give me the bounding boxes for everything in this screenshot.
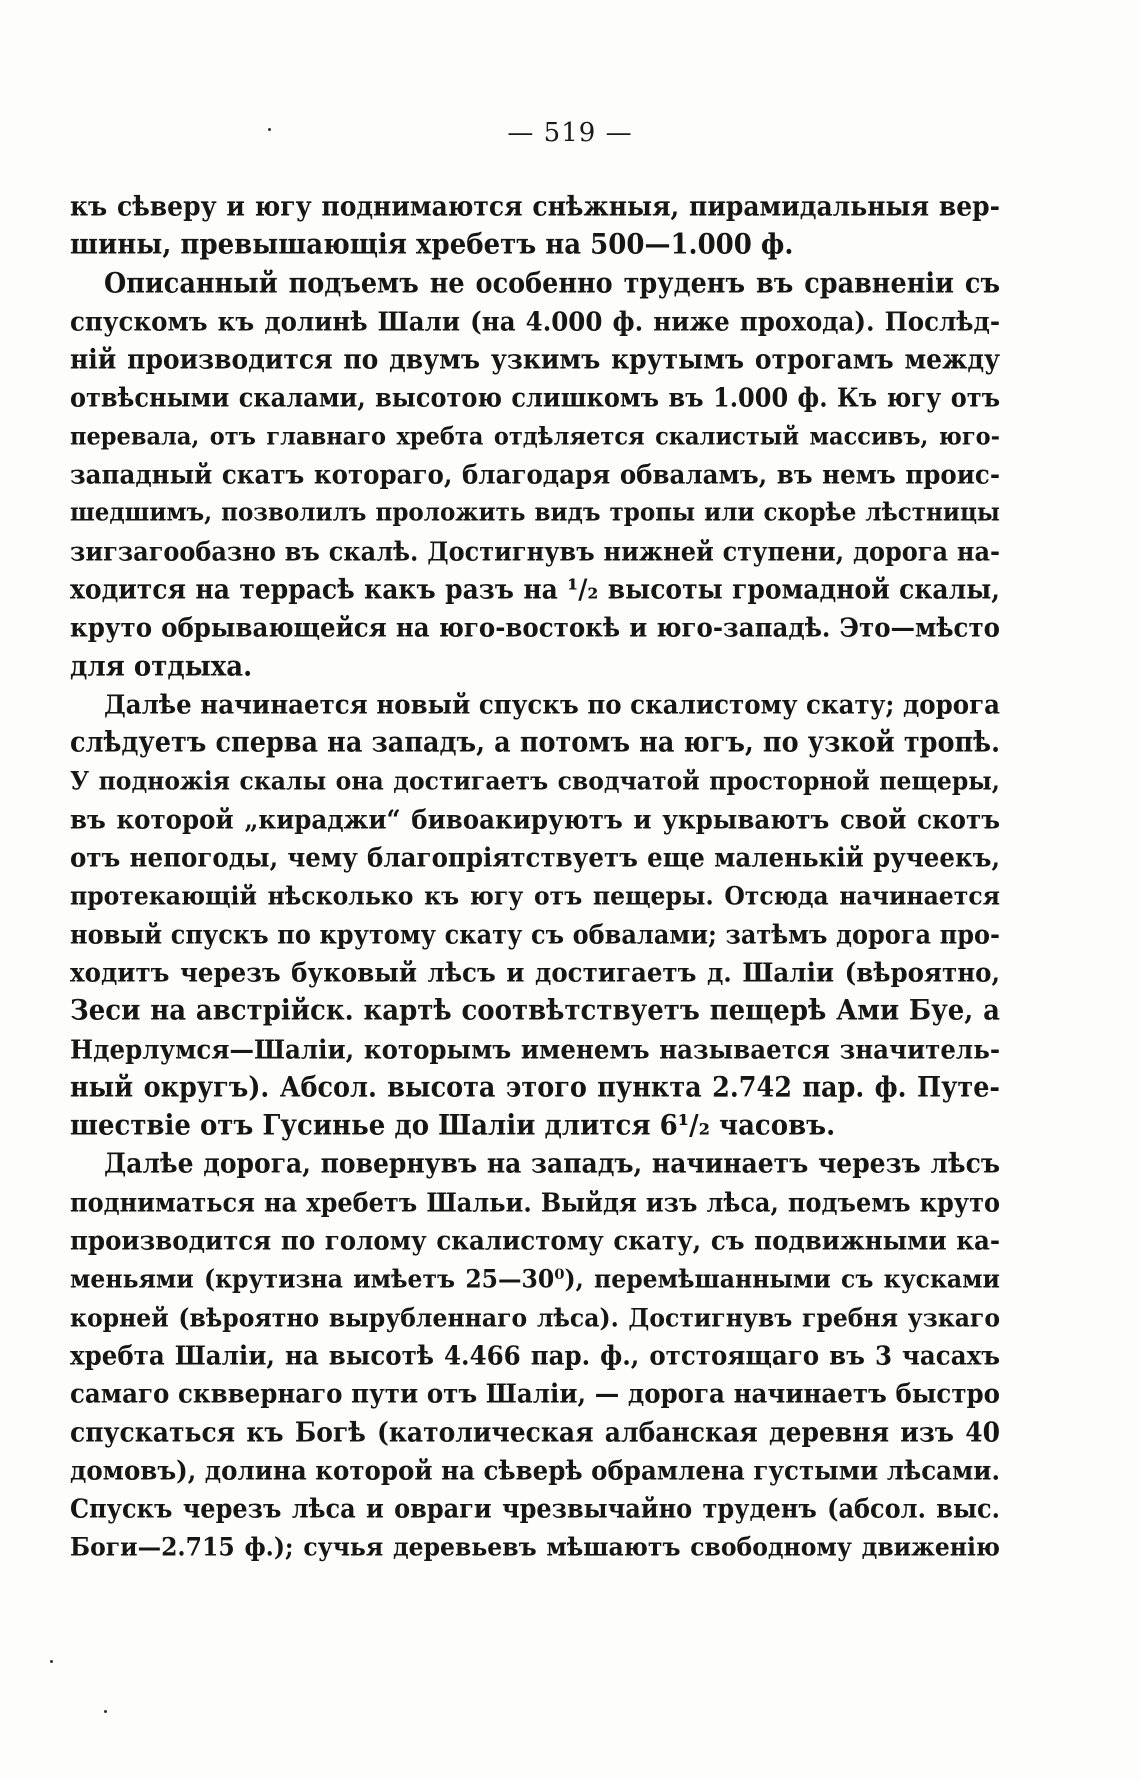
text-line: въ которой „кираджи“ бивоакируютъ и укрываютъ свой скотъ: [70, 803, 1000, 835]
body-text: [70, 188, 1000, 1567]
text-line: самаго скввернаго пути отъ Шаліи, — дорога начинаетъ быстро: [70, 1377, 1000, 1410]
text-line: Боги—2.715 ф.); сучья деревьевъ мѣшаютъ свободному движенію: [70, 1532, 1000, 1563]
text-line: производится по голому скалистому скату, съ подвижными ка-: [70, 1224, 1000, 1257]
text-line: слѣдуетъ сперва на западъ, а потомъ на югъ, по узкой тропѣ.: [70, 726, 1000, 760]
text-line: Ндерлумся—Шаліи, которымъ именемъ называется значитель-: [70, 1033, 1000, 1065]
scan-speck: [104, 1710, 107, 1713]
page-number: — 519 —: [507, 118, 633, 148]
text-line: Зеси на австрійск. картѣ соотвѣтствуетъ пещерѣ Ами Буе, а: [70, 995, 1000, 1028]
text-line: отъ непогоды, чему благопріятствуетъ еще маленькій ручеекъ,: [70, 841, 1000, 874]
text-line: шины, превышающія хребетъ на 500—1.000 ф.: [70, 229, 794, 262]
text-line: хребта Шаліи, на высотѣ 4.466 пар. ф., отстоящаго въ 3 часахъ: [70, 1339, 1000, 1372]
text-line: отвѣсными скалами, высотою слишкомъ въ 1.000 ф. Къ югу отъ: [70, 382, 1000, 414]
text-line: ній производится по двумъ узкимъ крутымъ отрогамъ между: [70, 343, 1000, 376]
text-line: зигзагообазно въ скалѣ. Достигнувъ нижней ступени, дорога на-: [70, 535, 1000, 567]
text-line: корней (вѣроятно вырубленнаго лѣса). Достигнувъ гребня узкаго: [70, 1302, 1000, 1333]
text-line: перевала, отъ главнаго хребта отдѣляется скалистый массивъ, юго-: [70, 422, 1000, 451]
scan-speck: [50, 1660, 53, 1663]
text-line: шествіе отъ Гусинье до Шаліи длится 6¹/₂ часовъ.: [70, 1109, 836, 1143]
text-line: подниматься на хребетъ Шальи. Выйдя изъ лѣса, подъемъ круто: [70, 1186, 1000, 1218]
text-line: домовъ), долина которой на сѣверѣ обрамлена густыми лѣсами.: [70, 1454, 1000, 1486]
text-line: Спускъ черезъ лѣса и овраги чрезвычайно труденъ (абсол. выс.: [70, 1492, 1000, 1525]
text-line: ный округъ). Абсол. высота этого пункта 2.742 пар. ф. Путе-: [70, 1071, 1000, 1105]
text-line: западный скатъ котораго, благодаря обваламъ, въ немъ проис-: [70, 458, 1000, 491]
text-line: новый спускъ по крутому скату съ обвалами; затѣмъ дорога про-: [70, 918, 1000, 950]
text-line: спускаться къ Богѣ (католическая албанская деревня изъ 40: [70, 1416, 1000, 1448]
paragraph-start-line: Далѣе начинается новый спускъ по скалистому скату; дорога: [104, 688, 1000, 720]
text-line: круто обрывающейся на юго-востокѣ и юго-западѣ. Это—мѣсто: [70, 612, 1000, 644]
text-line: для отдыха.: [70, 650, 253, 683]
paragraph-start-line: Далѣе дорога, повернувъ на западъ, начинаетъ черезъ лѣсъ: [104, 1148, 1000, 1180]
text-line: шедшимъ, позволилъ проложить видъ тропы или скорѣе лѣстницы: [70, 498, 1000, 528]
text-line: ходится на террасѣ какъ разъ на ¹/₂ высоты громадной скалы,: [70, 573, 1000, 606]
text-line: протекающій нѣсколько къ югу отъ пещеры. Отсюда начинается: [70, 881, 1000, 912]
text-line: У подножія скалы она достигаетъ сводчатой просторной пещеры,: [70, 766, 1000, 797]
text-line: спускомъ къ долинѣ Шали (на 4.000 ф. ниже прохода). Послѣд-: [70, 305, 1000, 337]
text-line: меньями (крутизна имѣетъ 25—30⁰), перемѣшанными съ кусками: [70, 1264, 1000, 1295]
text-line: къ сѣверу и югу поднимаются снѣжныя, пирамидальныя вер-: [70, 190, 1000, 223]
text-line: ходитъ черезъ буковый лѣсъ и достигаетъ д. Шаліи (вѣроятно,: [70, 956, 1000, 989]
paragraph-start-line: Описанный подъемъ не особенно труденъ въ сравненіи съ: [104, 267, 1000, 300]
scan-speck: [268, 128, 271, 131]
